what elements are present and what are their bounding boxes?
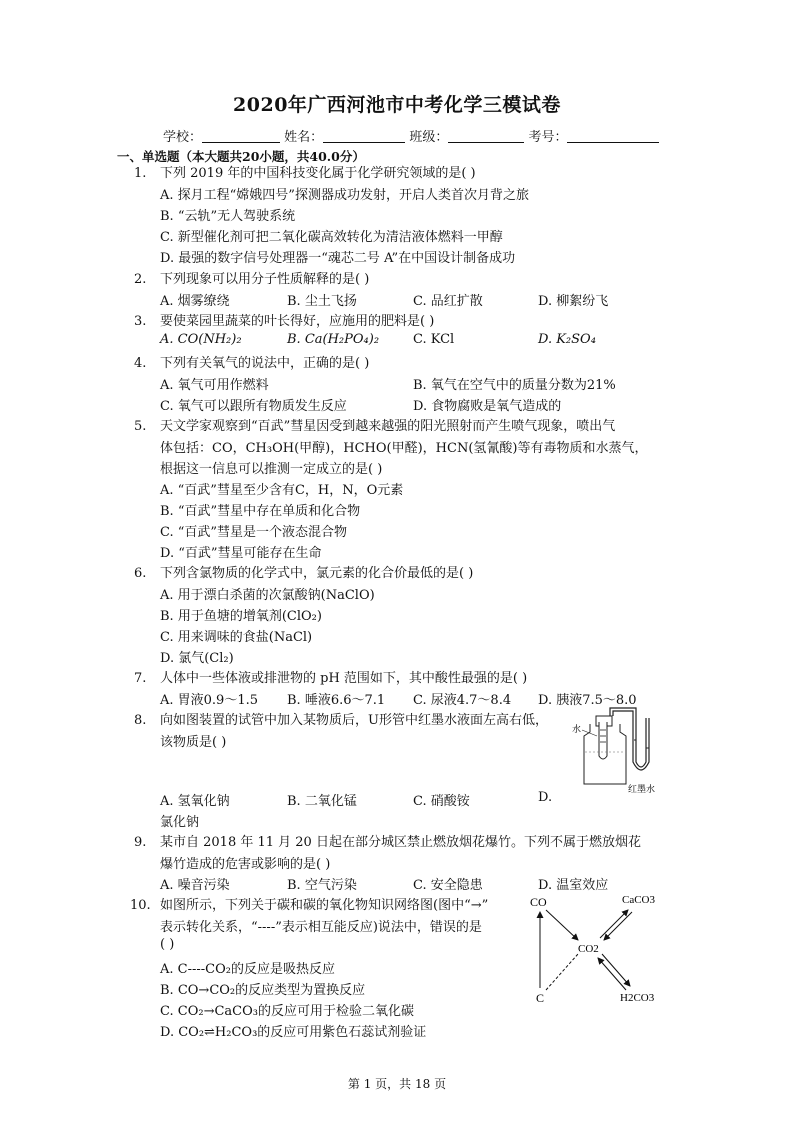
water-label: 水 — [572, 724, 582, 734]
option-a[interactable]: A. 噪音污染 — [160, 878, 230, 893]
question-stem-line: 爆竹造成的危害或影响的是( ) — [160, 857, 331, 872]
option-a[interactable]: A. C----CO₂的反应是吸热反应 — [160, 962, 335, 977]
option-d[interactable]: D. 柳絮纷飞 — [538, 294, 609, 309]
school-label: 学校： — [163, 130, 203, 145]
arrow-co2-to-caco3 — [600, 910, 628, 938]
question-number: 1. — [134, 166, 147, 181]
page-title: 2020年广西河池市中考化学三模试卷 — [233, 94, 561, 116]
question-stem-line: 该物质是( ) — [160, 735, 227, 750]
question-number: 7. — [134, 671, 147, 686]
question-number: 10. — [130, 898, 151, 913]
test-tube — [599, 722, 607, 759]
option-a[interactable]: A. 胃液0.9～1.5 — [160, 693, 259, 708]
option-b[interactable]: B. CO→CO₂的反应类型为置换反应 — [160, 983, 366, 998]
option-d[interactable]: D. 温室效应 — [538, 878, 609, 893]
option-b[interactable]: B. Ca(H₂PO₄)₂ — [287, 332, 380, 347]
question-number: 6. — [134, 566, 147, 581]
class-blank[interactable] — [448, 129, 524, 143]
option-a[interactable]: A. 烟雾缭绕 — [160, 294, 230, 309]
carbon-network-figure — [528, 888, 668, 1010]
option-a[interactable]: A. 氧气可用作燃料 — [160, 378, 269, 393]
question-stem-line: 根据这一信息可以推测一定成立的是( ) — [160, 462, 383, 477]
option-d[interactable]: D. CO₂⇌H₂CO₃的反应可用紫色石蕊试剂验证 — [160, 1025, 427, 1040]
question-number: 2. — [134, 272, 147, 287]
option-a[interactable]: A. 探月工程“嫦娥四号”探测器成功发射，开启人类首次月背之旅 — [160, 188, 529, 203]
ink-label: 红墨水 — [628, 784, 656, 794]
node-c: C — [536, 991, 545, 1005]
question-number: 4. — [134, 356, 147, 371]
option-c[interactable]: C. 尿液4.7～8.4 — [413, 693, 512, 708]
question-stem-line: 体包括：CO，CH₃OH(甲醇)，HCHO(甲醛)，HCN(氢氰酸)等有毒物质和水蒸气， — [160, 441, 648, 456]
option-b[interactable]: B. 空气污染 — [287, 878, 357, 893]
u-tube-apparatus-figure — [570, 702, 665, 794]
node-co: CO — [530, 895, 547, 909]
option-d[interactable]: D. K₂SO₄ — [538, 332, 596, 347]
option-d-text[interactable]: 氯化钠 — [160, 815, 200, 830]
option-d[interactable]: D. “百武”彗星可能存在生命 — [160, 546, 322, 561]
node-co2: CO2 — [578, 943, 599, 955]
u-tube-outer — [613, 711, 649, 770]
option-d[interactable]: D. 最强的数字信号处理器一“魂芯二号 A”在中国设计制备成功 — [160, 251, 516, 266]
exam-no-label: 考号： — [528, 130, 568, 145]
question-stem: 下列有关氧气的说法中，正确的是( ) — [160, 356, 370, 371]
option-a[interactable]: A. 用于漂白杀菌的次氯酸钠(NaClO) — [160, 588, 375, 603]
option-b[interactable]: B. 尘土飞扬 — [287, 294, 357, 309]
u-tube — [610, 708, 646, 767]
question-stem-line: ( ) — [160, 937, 175, 952]
node-h2co3: H2CO3 — [620, 992, 655, 1004]
arrow-co-to-co2 — [546, 910, 578, 940]
option-c[interactable]: C. 品红扩散 — [413, 294, 483, 309]
question-stem-line: 表示转化关系，“----”表示相互能反应)说法中，错误的是 — [160, 920, 482, 935]
class-label: 班级： — [409, 130, 449, 145]
question-stem: 要使菜园里蔬菜的叶长得好，应施用的肥料是( ) — [160, 314, 435, 329]
option-b[interactable]: B. 二氧化锰 — [287, 794, 357, 809]
dashed-c-co2 — [546, 954, 578, 990]
question-number: 5. — [134, 419, 147, 434]
question-number: 9. — [134, 835, 147, 850]
option-c[interactable]: C. 硝酸铵 — [413, 794, 470, 809]
arrow-h2co3-to-co2 — [598, 958, 626, 990]
option-b[interactable]: B. “云轨”无人驾驶系统 — [160, 209, 296, 224]
option-c[interactable]: C. 用来调味的食盐(NaCl) — [160, 630, 313, 645]
option-c[interactable]: C. CO₂→CaCO₃的反应可用于检验二氧化碳 — [160, 1004, 414, 1019]
option-c[interactable]: C. KCl — [413, 332, 455, 347]
question-stem-line: 天文学家观察到“百武”彗星因受到越来越强的阳光照射而产生喷气现象，喷出气 — [160, 419, 616, 434]
section-heading: 一、单选题（本大题共20小题，共40.0分） — [117, 149, 365, 164]
name-blank[interactable] — [323, 129, 405, 143]
question-stem-line: 如图所示，下列关于碳和碳的氧化物知识网络图(图中“→” — [160, 898, 489, 913]
option-c[interactable]: C. “百武”彗星是一个液态混合物 — [160, 525, 348, 540]
option-a[interactable]: A. 氢氧化钠 — [160, 794, 230, 809]
option-d[interactable]: D. 食物腐败是氧气造成的 — [413, 399, 562, 414]
school-blank[interactable] — [202, 129, 280, 143]
option-a[interactable]: A. CO(NH₂)₂ — [160, 332, 242, 347]
question-number: 3. — [134, 314, 147, 329]
arrow-co2-to-h2co3 — [602, 954, 630, 986]
student-info-line — [163, 126, 659, 145]
question-stem-line: 向如图装置的试管中加入某物质后，U形管中红墨水液面左高右低， — [160, 713, 548, 728]
arrow-caco3-to-co2 — [604, 912, 632, 940]
exam-no-blank[interactable] — [567, 129, 659, 143]
question-stem-line: 某市自 2018 年 11 月 20 日起在部分城区禁止燃放烟花爆竹。下列不属于燃放烟花 — [160, 835, 641, 850]
question-stem: 下列 2019 年的中国科技变化属于化学研究领域的是( ) — [160, 166, 476, 181]
question-stem: 下列含氯物质的化学式中，氯元素的化合价最低的是( ) — [160, 566, 474, 581]
option-c[interactable]: C. 氧气可以跟所有物质发生反应 — [160, 399, 347, 414]
option-b[interactable]: B. 氧气在空气中的质量分数为21% — [413, 378, 616, 393]
option-d[interactable]: D. 胰液7.5～8.0 — [538, 693, 637, 708]
page-footer: 第 1 页，共 18 页 — [347, 1077, 447, 1091]
option-b[interactable]: B. “百武”彗星中存在单质和化合物 — [160, 504, 361, 519]
option-b[interactable]: B. 用于鱼塘的增氧剂(ClO₂) — [160, 609, 322, 624]
name-label: 姓名： — [284, 130, 324, 145]
option-d[interactable]: D. 氯气(Cl₂) — [160, 651, 234, 666]
option-d[interactable]: D. — [538, 790, 553, 805]
option-b[interactable]: B. 唾液6.6～7.1 — [287, 693, 386, 708]
option-a[interactable]: A. “百武”彗星至少含有C，H，N，O元素 — [160, 483, 404, 498]
option-c[interactable]: C. 新型催化剂可把二氧化碳高效转化为清洁液体燃料一甲醇 — [160, 230, 503, 245]
option-c[interactable]: C. 安全隐患 — [413, 878, 483, 893]
question-stem: 人体中一些体液或排泄物的 pH 范围如下，其中酸性最强的是( ) — [160, 671, 528, 686]
node-caco3: CaCO3 — [622, 894, 655, 906]
question-stem: 下列现象可以用分子性质解释的是( ) — [160, 272, 370, 287]
question-number: 8. — [134, 713, 147, 728]
